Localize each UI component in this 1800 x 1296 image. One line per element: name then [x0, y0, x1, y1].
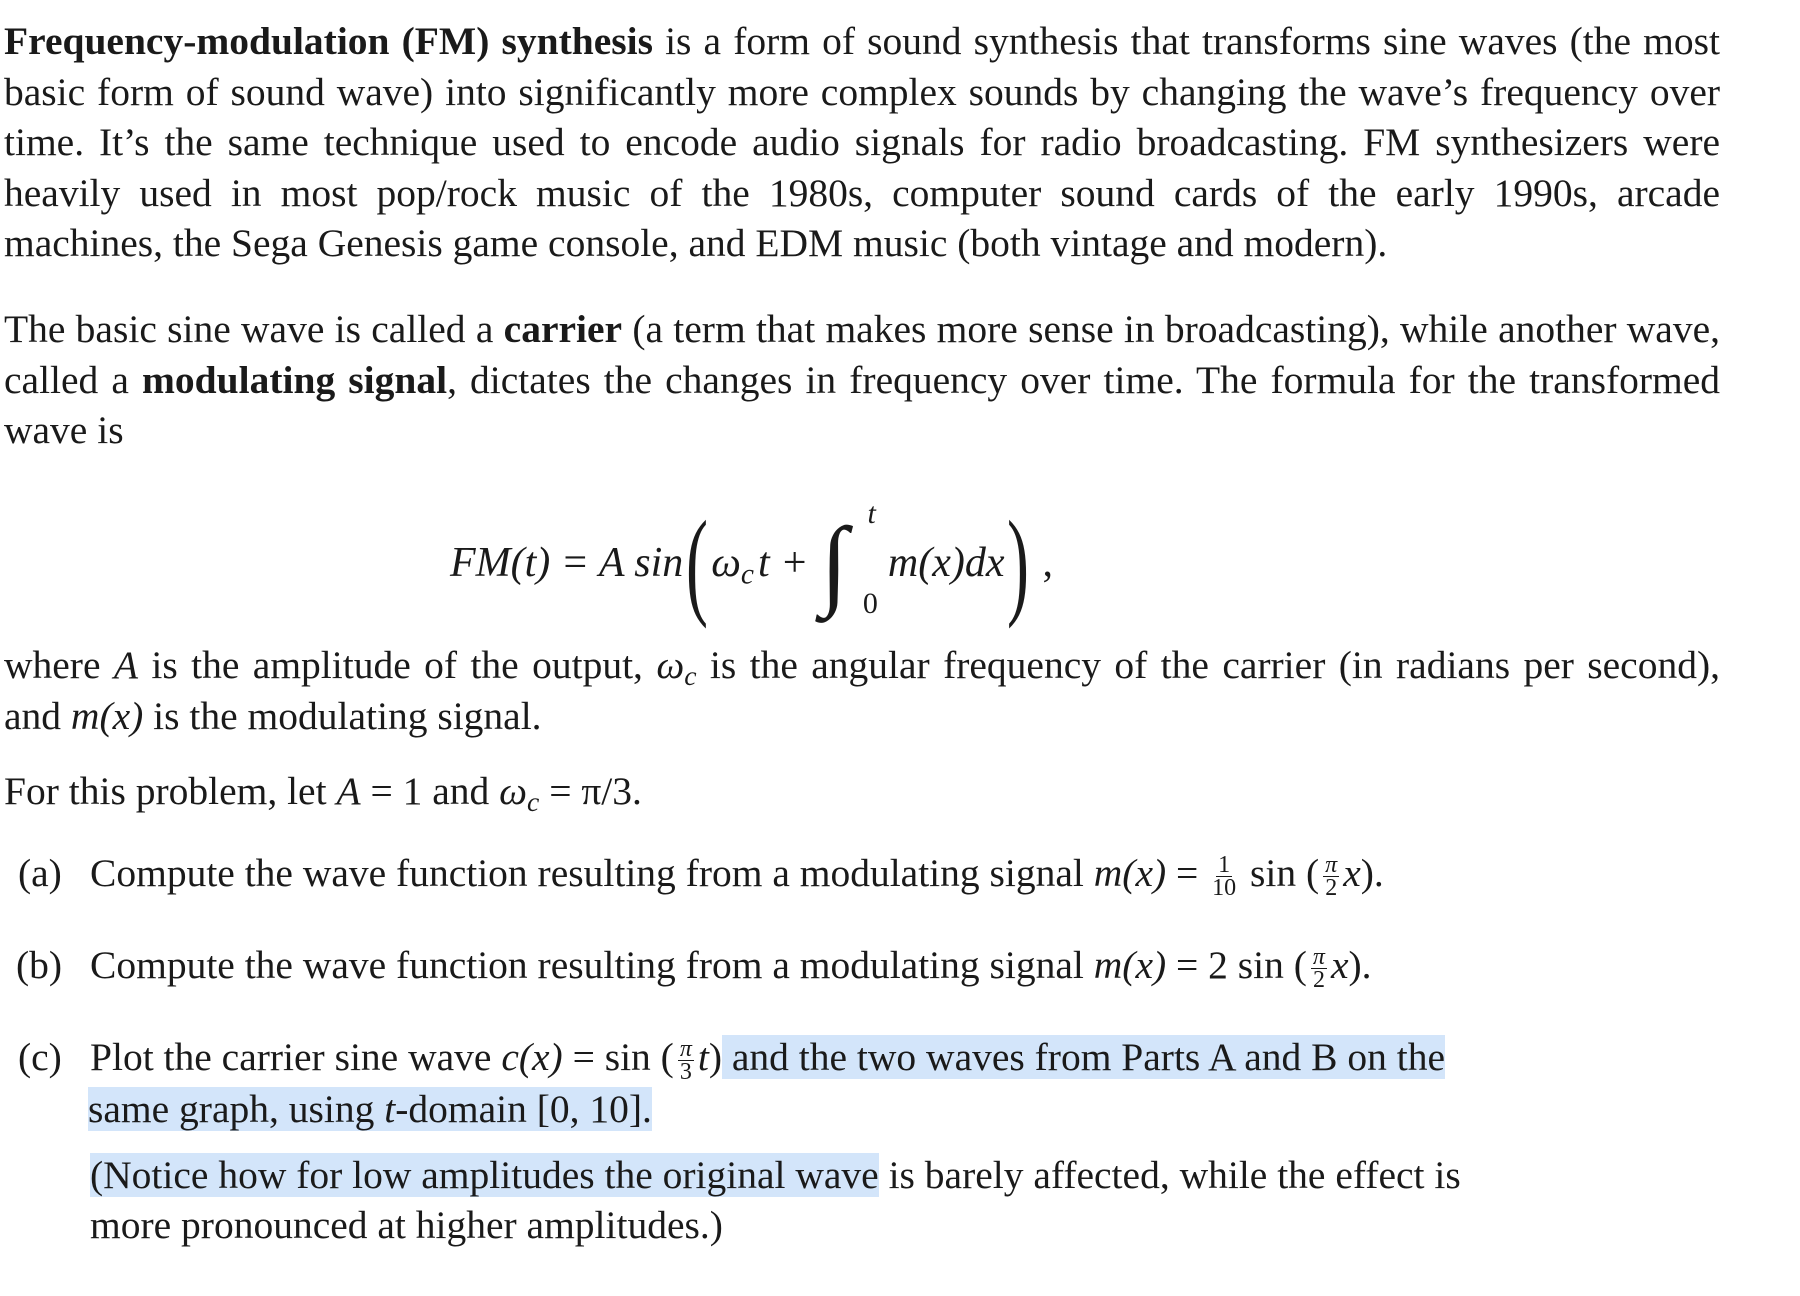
part-b-pi-frac: $\frac{\pi}{2}$ [1312, 944, 1325, 994]
let-line [4, 766, 1720, 817]
part-a-eq: = [1166, 851, 1209, 895]
part-b-x: x [1330, 943, 1349, 987]
equation-lhs: FM(t) = A sin [450, 540, 684, 586]
part-a-x: x [1343, 851, 1361, 895]
part-c-line-2 [88, 1084, 652, 1135]
where-text-4: is the modulating signal. [143, 693, 542, 738]
let-omega: $\omega_c$ [499, 769, 540, 817]
part-c-line-1 [90, 1032, 1445, 1086]
part-b-eq: = 2 sin ( [1166, 943, 1307, 987]
part-c-label: (c) [18, 1035, 62, 1079]
part-c-note-line-2: more pronounced at higher amplitudes.) [90, 1203, 723, 1247]
part-b-close: ). [1348, 943, 1372, 987]
integral-sign: ∫ t 0 [820, 497, 878, 620]
where-omega: $\omega_c$ [656, 643, 697, 691]
part-b-mx: m(x) [1093, 943, 1167, 987]
part-a-text: Compute the wave function resulting from a modulating signal [90, 851, 1094, 895]
part-c-eq: = sin ( [562, 1035, 674, 1079]
carrier-paragraph [4, 304, 1720, 456]
where-text-1: where [4, 643, 114, 687]
p2-text-3: , dictates the changes in frequency over time. The formula for the transformed wave is [4, 357, 1721, 452]
let-A: A [336, 769, 361, 813]
p2-text-2: (a term that makes more sense in broadcasting), while another wave, called a [4, 307, 1720, 402]
equation-comma: , [1042, 540, 1053, 586]
intro-term: Frequency-modulation (FM) synthesis [4, 19, 653, 63]
part-c-cx: c(x) [501, 1035, 563, 1079]
where-text-3: is the angular frequency of the carrier (in radians per second), and [4, 643, 1720, 738]
part-b-text: Compute the wave function resulting from a modulating signal [90, 943, 1094, 987]
carrier-term: carrier [503, 307, 623, 351]
part-a-sin: sin ( [1240, 851, 1320, 895]
where-text-2: is the amplitude of the output, [138, 643, 657, 687]
let-text-2: = 1 and [360, 769, 500, 813]
part-c-highlight-2: same graph, using t-domain [0, 10]. [88, 1087, 652, 1131]
let-text-3: = π/3. [539, 769, 642, 813]
part-b [90, 940, 1372, 994]
part-a-mx: m(x) [1093, 851, 1167, 895]
intro-paragraph [4, 16, 1720, 269]
part-a-close: ). [1360, 851, 1384, 895]
p2-text-1: The basic sine wave is called a [4, 307, 504, 351]
part-b-label: (b) [16, 943, 63, 987]
part-c-close: ) [708, 1035, 723, 1079]
part-c-pi-frac: $\frac{\pi}{3}$ [679, 1036, 692, 1086]
fm-equation [450, 498, 1053, 628]
where-A: A [113, 643, 139, 687]
intro-body: is a form of sound synthesis that transforms sine waves (the most basic form of sound wave) into significantly more complex sounds by changing the wave’s frequency over time. It’s the same technique used to encode audio signals for radio broadcasting. FM synthesizers were heavily used in most pop/rock music of the 1980s, computer sound cards of the early 1990s, arcade machines, the Sega Genesis game console, and EDM music (both vintage and modern). [4, 19, 1720, 265]
integral-lower: 0 [862, 587, 878, 620]
part-c-highlight-1: and the two waves from Parts A and B on the [722, 1035, 1445, 1079]
integrand: m(x)dx [887, 540, 1005, 586]
let-text-1: For this problem, let [4, 769, 337, 813]
equation-omega: $\omega_c$ [711, 540, 754, 591]
right-paren: ) [1007, 496, 1030, 629]
part-c-text-1: Plot the carrier sine wave [90, 1035, 502, 1079]
where-mx: m(x) [70, 693, 144, 738]
part-a-coefficient: $\frac{1}{10}$ [1212, 852, 1237, 902]
part-a [90, 848, 1384, 902]
equation-inner-t: t + [757, 540, 809, 586]
part-c-note-line-1 [90, 1150, 1461, 1201]
part-a-label: (a) [18, 851, 62, 895]
part-c-t: t [697, 1035, 709, 1079]
left-paren: ( [686, 496, 709, 629]
integral-upper: t [867, 497, 876, 530]
part-a-pi-frac: $\frac{\pi}{2}$ [1325, 852, 1338, 902]
where-paragraph [4, 640, 1720, 741]
part-c-note-rest: is barely affected, while the effect is [878, 1153, 1461, 1197]
part-c-note-highlight: (Notice how for low amplitudes the original wave [90, 1153, 879, 1197]
modulating-term: modulating signal [142, 357, 448, 402]
